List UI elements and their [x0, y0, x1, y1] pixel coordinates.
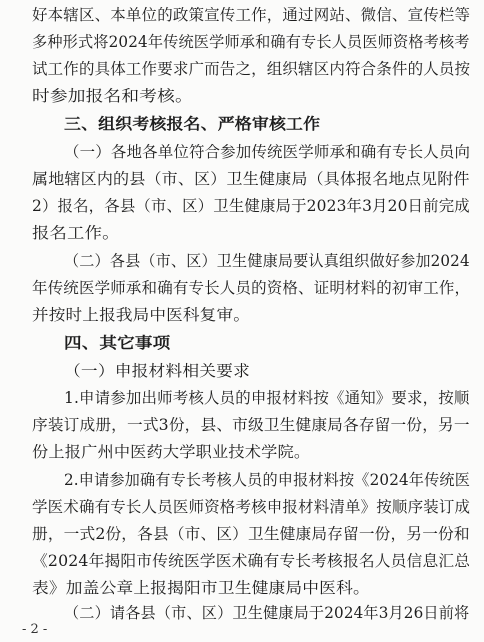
text-line: 份上报广州中医药大学职业技术学院。: [32, 443, 311, 461]
section-heading: 四、其它事项: [64, 334, 171, 352]
text-line: 并按时上报我局中医科复审。: [32, 306, 250, 324]
text-line: 1.申请参加出师考核人员的申报材料按《通知》要求，按顺: [64, 389, 470, 407]
text-line: 册，一式2份，各县（市、区）卫生健康局存留一份，另一份和: [32, 525, 470, 543]
text-line: 表》加盖公章上报揭阳市卫生健康局中医科。: [32, 579, 370, 597]
text-line: （一）申报材料相关要求: [64, 362, 250, 380]
text-line: 时参加报名和考核。: [32, 87, 193, 105]
text-line: （一）各地各单位符合参加传统医学师承和确有专长人员向: [64, 143, 471, 161]
text-line: （二）请各县（市、区）卫生健康局于2024年3月26日前将: [64, 604, 470, 622]
text-line: 学医术确有专长人员医师资格考核申报材料清单》按顺序装订成: [32, 498, 471, 516]
text-line: 2）报名，各县（市、区）卫生健康局于2023年3月20日前完成: [32, 197, 470, 215]
text-line: 试工作的具体工作要求广而告之，组织辖区内符合条件的人员按: [32, 60, 471, 78]
text-line: （二）各县（市、区）卫生健康局要认真组织做好参加2024: [64, 252, 470, 270]
text-line: 报名工作。: [32, 224, 120, 242]
text-line: 年传统医学师承和确有专长人员的资格、证明材料的初审工作，: [32, 279, 471, 297]
text-line: 属地辖区内的县（市、区）卫生健康局（具体报名地点见附件: [32, 170, 470, 188]
section-heading: 三、组织考核报名、严格审核工作: [64, 115, 321, 133]
text-line: 多种形式将2024年传统医学师承和确有专长人员医师资格考核考: [32, 33, 470, 51]
text-line: 2.申请参加确有专长考核人员的申报材料按《2024年传统医: [64, 471, 471, 489]
text-line: 序装订成册，一式3份，县、市级卫生健康局各存留一份，另一: [32, 416, 470, 434]
text-line: 《2024年揭阳市传统医学医术确有专长考核报名人员信息汇总: [32, 552, 471, 570]
text-line: 好本辖区、本单位的政策宣传工作，通过网站、微信、宣传栏等: [32, 6, 471, 24]
page-number: - 2 -: [22, 622, 48, 637]
